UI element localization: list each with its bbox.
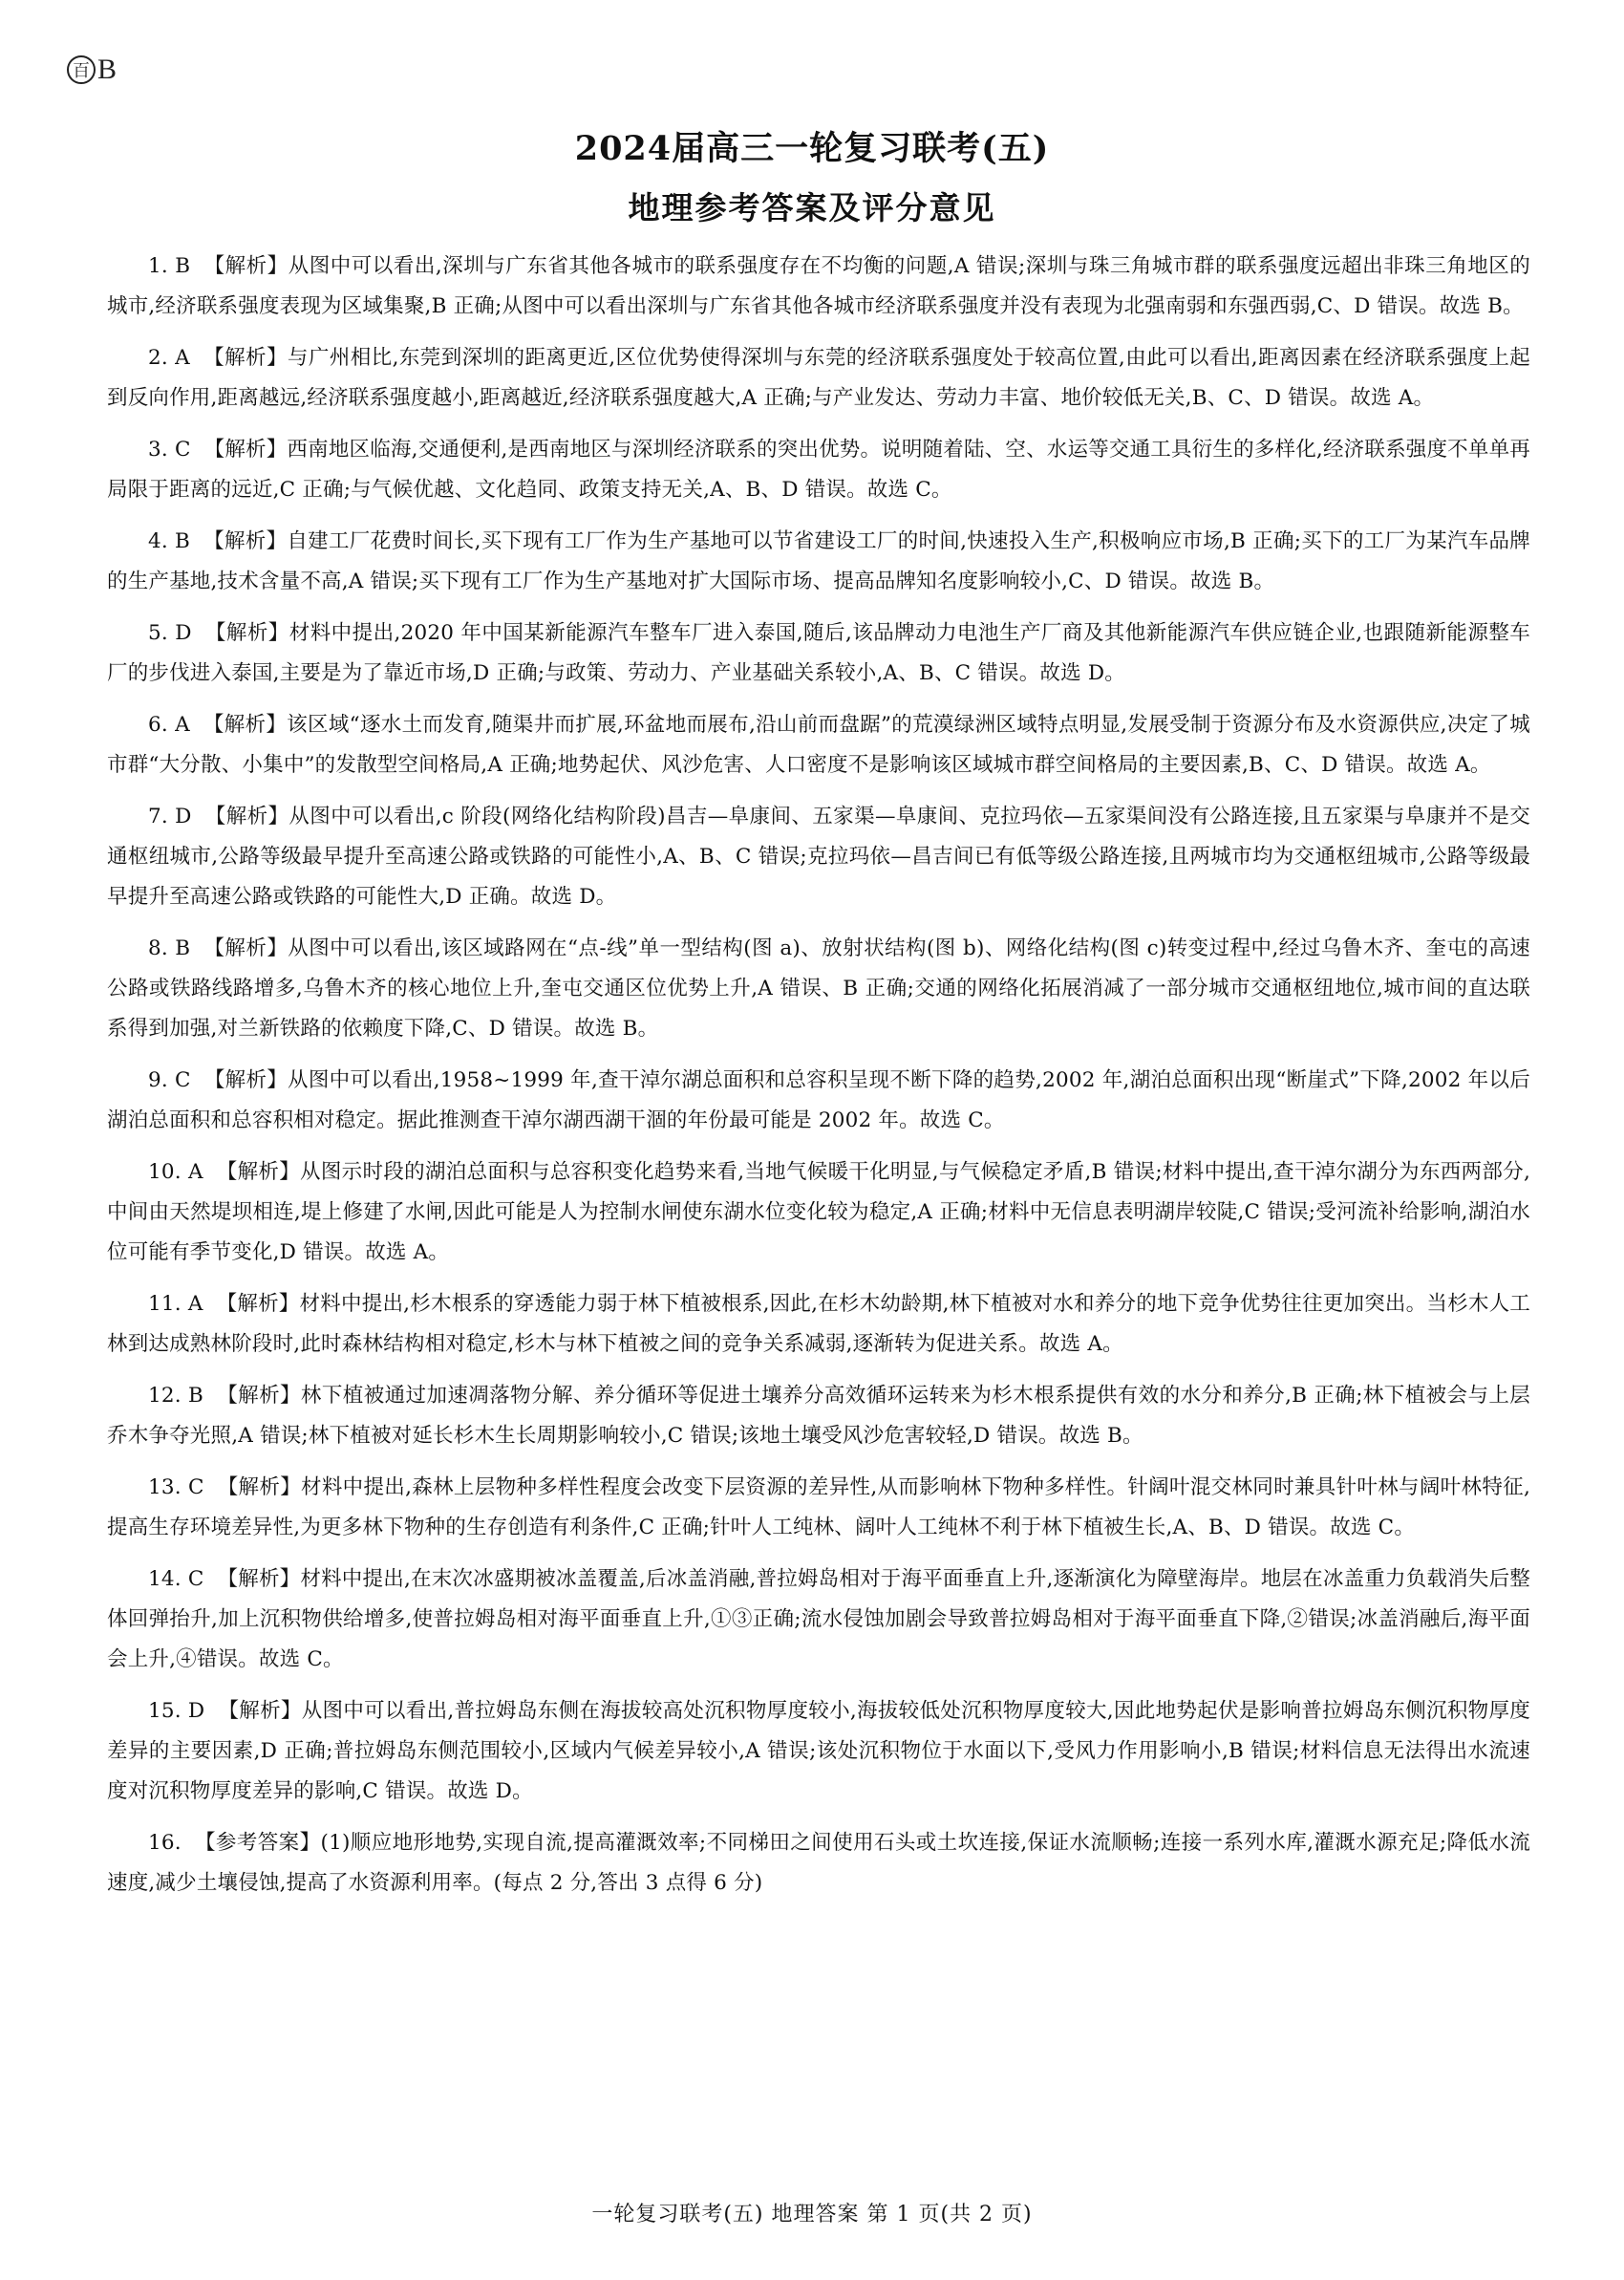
answer-number: 9. C — [148, 1068, 191, 1092]
answer-item — [107, 1152, 1530, 1273]
page-subtitle: 地理参考答案及评分意见 — [628, 189, 996, 226]
answer-item — [107, 1376, 1530, 1456]
answer-item — [107, 247, 1530, 327]
answer-item — [107, 430, 1530, 510]
answer-text: 【解析】从图中可以看出,深圳与广东省其他各城市的联系强度存在不均衡的问题,A 错误;深圳与珠三角城市群的联系强度远超出非珠三角地区的城市,经济联系强度表现为区域集聚,B 正确;从图中可以看出深圳与广东省其他各城市经济联系强度并没有表现为北强南弱和东强西弱,C、D 错误。故选 B。 — [107, 254, 1530, 318]
answer-number: 11. A — [148, 1292, 203, 1316]
answer-item — [107, 929, 1530, 1049]
answer-text: 【解析】材料中提出,2020 年中国某新能源汽车整车厂进入泰国,随后,该品牌动力电池生产厂商及其他新能源汽车供应链企业,也跟随新能源整车厂的步伐进入泰国,主要是为了靠近市场,D 正确;与政策、劳动力、产业基础关系较小,A、B、C 错误。故选 D。 — [107, 621, 1530, 685]
answer-number: 3. C — [148, 438, 191, 462]
answer-text: 【解析】从图中可以看出,1958~1999 年,查干淖尔湖总面积和总容积呈现不断下降的趋势,2002 年,湖泊总面积出现“断崖式”下降,2002 年以后湖泊总面积和总容积相对稳定。据此推测查干淖尔湖西湖干涸的年份最可能是 2002 年。故选 C。 — [107, 1068, 1530, 1132]
answer-item — [107, 1559, 1530, 1680]
answer-text: 【解析】与广州相比,东莞到深圳的距离更近,区位优势使得深圳与东莞的经济联系强度处于较高位置,由此可以看出,距离因素在经济联系强度上起到反向作用,距离越远,经济联系强度越小,距离越近,经济联系强度越大,A 正确;与产业发达、劳动力丰富、地价较低无关,B、C、D 错误。故选 A。 — [107, 346, 1530, 410]
answer-text: 【解析】从图中可以看出,该区域路网在“点-线”单一型结构(图 a)、放射状结构(图 b)、网络化结构(图 c)转变过程中,经过乌鲁木齐、奎屯的高速公路或铁路线路增多,乌鲁木齐的核心地位上升,奎屯交通区位优势上升,A 错误、B 正确;交通的网络化拓展消减了一部分城市交通枢纽地位,城市间的直达联系得到加强,对兰新铁路的依赖度下降,C、D 错误。故选 B。 — [107, 936, 1530, 1041]
answer-number: 5. D — [148, 621, 192, 645]
answer-number: 12. B — [148, 1384, 204, 1408]
answer-number: 2. A — [148, 346, 190, 370]
answer-number: 14. C — [148, 1567, 204, 1591]
answer-item — [107, 1061, 1530, 1141]
answer-text: 【解析】材料中提出,在末次冰盛期被冰盖覆盖,后冰盖消融,普拉姆岛相对于海平面垂直上升,逐渐演化为障壁海岸。地层在冰盖重力负载消失后整体回弹抬升,加上沉积物供给增多,使普拉姆岛相对海平面垂直上升,①③正确;流水侵蚀加剧会导致普拉姆岛相对于海平面垂直下降,②错误;冰盖消融后,海平面会上升,④错误。故选 C。 — [107, 1567, 1530, 1671]
answer-number: 4. B — [148, 529, 191, 553]
answer-list — [107, 247, 1530, 1915]
answer-item — [107, 705, 1530, 785]
answer-number: 6. A — [148, 713, 190, 737]
answer-text: 【参考答案】(1)顺应地形地势,实现自流,提高灌溉效率;不同梯田之间使用石头或土坎连接,保证水流顺畅;连接一系列水库,灌溉水源充足;降低水流速度,减少土壤侵蚀,提高了水资源利用率。(每点 2 分,答出 3 点得 6 分) — [107, 1831, 1530, 1895]
answer-text: 【解析】西南地区临海,交通便利,是西南地区与深圳经济联系的突出优势。说明随着陆、空、水运等交通工具衍生的多样化,经济联系强度不单单再局限于距离的远近,C 正确;与气候优越、文化趋同、政策支持无关,A、B、D 错误。故选 C。 — [107, 438, 1530, 502]
answer-item — [107, 1284, 1530, 1365]
answer-text: 【解析】该区域“逐水土而发育,随渠井而扩展,环盆地而展布,沿山前而盘踞”的荒漠绿洲区域特点明显,发展受制于资源分布及水资源供应,决定了城市群“大分散、小集中”的发散型空间格局,A 正确;地势起伏、风沙危害、人口密度不是影响该区域城市群空间格局的主要因素,B、C、D 错误。故选 A。 — [107, 713, 1530, 777]
answer-text: 【解析】林下植被通过加速凋落物分解、养分循环等促进土壤养分高效循环运转来为杉木根系提供有效的水分和养分,B 正确;林下植被会与上层乔木争夺光照,A 错误;林下植被对延长杉木生长周期影响较小,C 错误;该地土壤受风沙危害较轻,D 错误。故选 B。 — [107, 1384, 1530, 1448]
answer-item — [107, 613, 1530, 694]
answer-item — [107, 1823, 1530, 1904]
answer-text: 【解析】从图中可以看出,普拉姆岛东侧在海拔较高处沉积物厚度较小,海拔较低处沉积物厚度较大,因此地势起伏是影响普拉姆岛东侧沉积物厚度差异的主要因素,D 正确;普拉姆岛东侧范围较小,区域内气候差异较小,A 错误;该处沉积物位于水面以下,受风力作用影响小,B 错误;材料信息无法得出水流速度对沉积物厚度差异的影响,C 错误。故选 D。 — [107, 1699, 1530, 1803]
answer-text: 【解析】从图示时段的湖泊总面积与总容积变化趋势来看,当地气候暖干化明显,与气候稳定矛盾,B 错误;材料中提出,查干淖尔湖分为东西两部分,中间由天然堤坝相连,堤上修建了水闸,因此可能是人为控制水闸使东湖水位变化较为稳定,A 正确;材料中无信息表明湖岸较陡,C 错误;受河流补给影响,湖泊水位可能有季节变化,D 错误。故选 A。 — [107, 1160, 1530, 1264]
answer-number: 15. D — [148, 1699, 205, 1723]
answer-number: 13. C — [148, 1475, 204, 1499]
answer-item — [107, 1691, 1530, 1812]
corner-letter: B — [97, 54, 118, 85]
circled-char-icon: 百 — [67, 55, 96, 84]
answer-text: 【解析】材料中提出,森林上层物种多样性程度会改变下层资源的差异性,从而影响林下物种多样性。针阔叶混交林同时兼具针叶林与阔叶林特征,提高生存环境差异性,为更多林下物种的生存创造有利条件,C 正确;针叶人工纯林、阔叶人工纯林不利于林下植被生长,A、B、D 错误。故选 C。 — [107, 1475, 1530, 1539]
answer-item — [107, 797, 1530, 917]
answer-text: 【解析】从图中可以看出,c 阶段(网络化结构阶段)昌吉—阜康间、五家渠—阜康间、克拉玛依—五家渠间没有公路连接,且五家渠与阜康并不是交通枢纽城市,公路等级最早提升至高速公路或铁路的可能性小,A、B、C 错误;克拉玛依—昌吉间已有低等级公路连接,且两城市均为交通枢纽城市,公路等级最早提升至高速公路或铁路的可能性大,D 正确。故选 D。 — [107, 805, 1530, 909]
answer-item — [107, 1468, 1530, 1548]
answer-item — [107, 338, 1530, 419]
answer-number: 7. D — [148, 805, 192, 828]
answer-number: 10. A — [148, 1160, 203, 1184]
answer-number: 1. B — [148, 254, 191, 278]
answer-number: 16. — [148, 1831, 182, 1855]
answer-number: 8. B — [148, 936, 191, 960]
answer-text: 【解析】自建工厂花费时间长,买下现有工厂作为生产基地可以节省建设工厂的时间,快速投入生产,积极响应市场,B 正确;买下的工厂为某汽车品牌的生产基地,技术含量不高,A 错误;买下现有工厂作为生产基地对扩大国际市场、提高品牌知名度影响较小,C、D 错误。故选 B。 — [107, 529, 1531, 593]
page-title: 2024届高三一轮复习联考(五) — [574, 129, 1050, 168]
answer-item — [107, 522, 1530, 602]
page-footer: 一轮复习联考(五) 地理答案 第 1 页(共 2 页) — [591, 2203, 1033, 2226]
corner-mark — [67, 54, 117, 86]
answer-text: 【解析】材料中提出,杉木根系的穿透能力弱于林下植被根系,因此,在杉木幼龄期,林下植被对水和养分的地下竞争优势往往更加突出。当杉木人工林到达成熟林阶段时,此时森林结构相对稳定,杉木与林下植被之间的竞争关系减弱,逐渐转为促进关系。故选 A。 — [107, 1292, 1530, 1356]
